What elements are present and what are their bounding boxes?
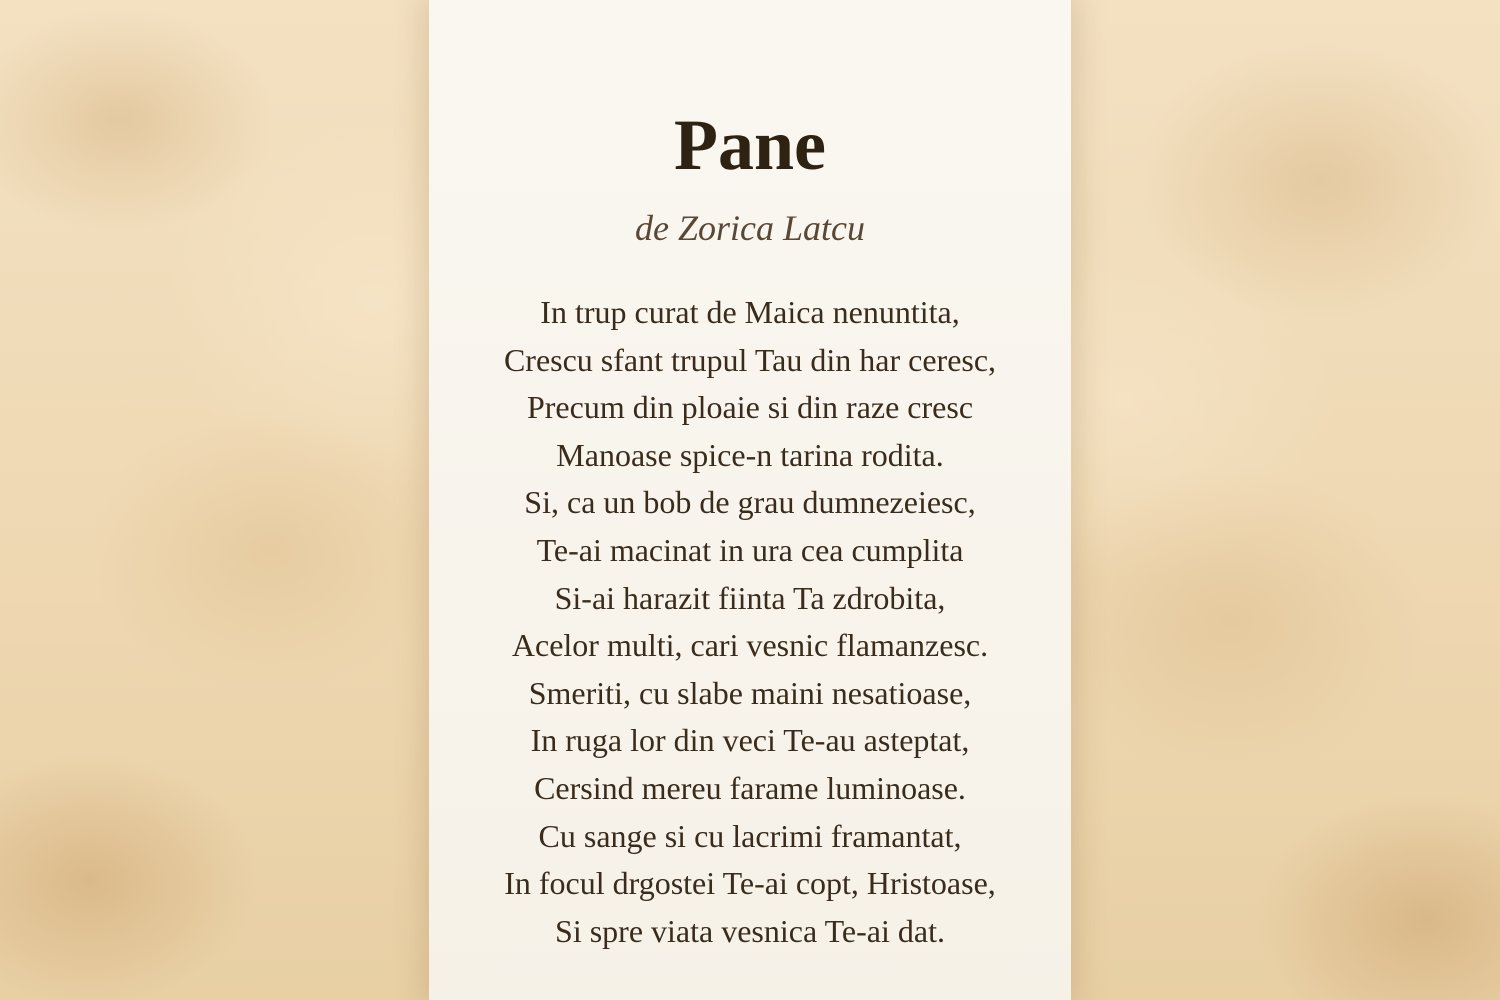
poem-title: Pane <box>674 105 826 185</box>
poem-line: Acelor multi, cari vesnic flamanzesc. <box>511 627 989 664</box>
poem-line: Cu sange si cu lacrimi framantat, <box>538 817 962 854</box>
poem-line: Si, ca un bob de grau dumnezeiesc, <box>524 484 976 521</box>
poem-line: In trup curat de Maica nenuntita, <box>540 294 960 330</box>
poem-line: Smeriti, cu slabe maini nesatioase, <box>528 674 972 711</box>
poem-line: Si spre viata vesnica Te-ai dat. <box>555 912 945 949</box>
poem-line: Manoase spice-n tarina rodita. <box>556 436 944 473</box>
poem-line: In ruga lor din veci Te-au asteptat, <box>530 722 970 759</box>
poem-line: In focul drgostei Te-ai copt, Hristoase, <box>504 865 996 902</box>
poem-verses <box>429 289 1071 955</box>
poem-line: Si-ai harazit fiinta Ta zdrobita, <box>554 579 946 616</box>
poem-page <box>429 0 1071 1000</box>
poem-author: de Zorica Latcu <box>635 208 865 248</box>
poem-line: Precum din ploaie si din raze cresc <box>526 389 974 426</box>
poem-line: Te-ai macinat in ura cea cumplita <box>536 531 964 568</box>
poem-line: Cersind mereu farame luminoase. <box>534 769 966 806</box>
poem-line: Crescu sfant trupul Tau din har ceresc, <box>503 341 997 378</box>
